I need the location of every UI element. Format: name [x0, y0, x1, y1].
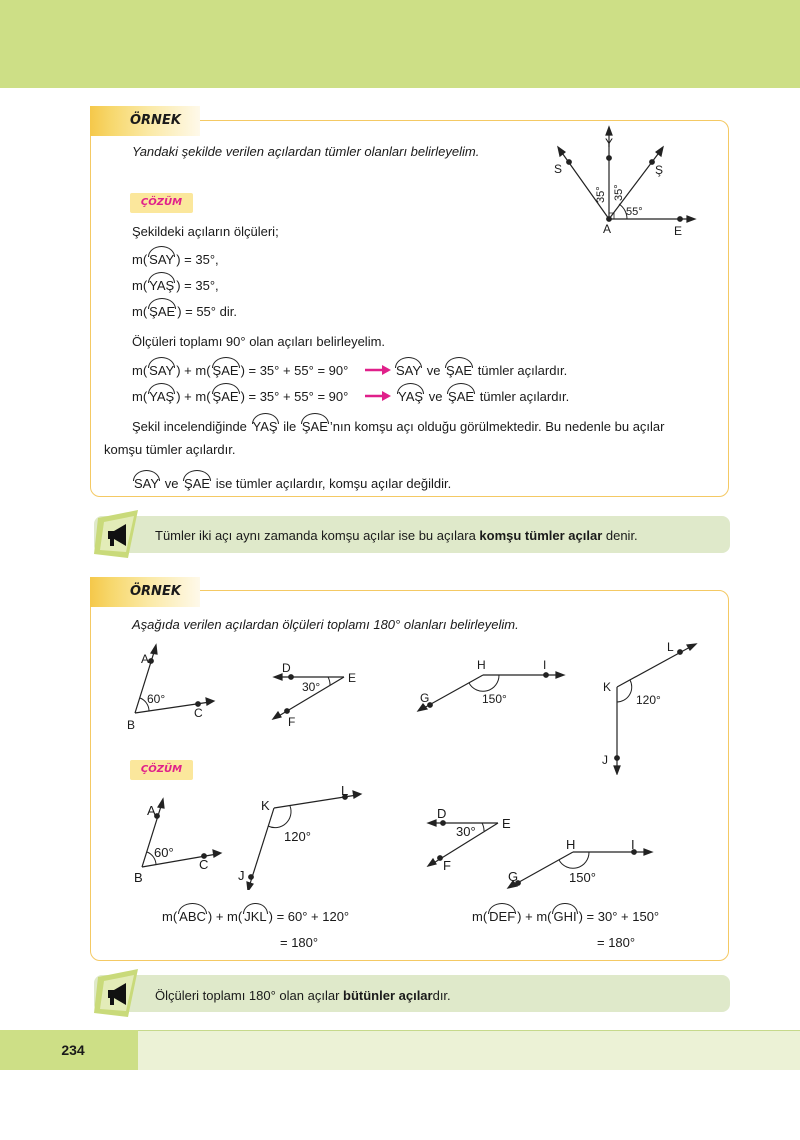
angle-symbol: ŞAE	[149, 304, 176, 319]
sol-label-L: L	[341, 783, 349, 798]
sol-label-F: F	[443, 858, 451, 873]
angle-symbol: GHI	[553, 909, 577, 924]
text: ) = 60° + 120°	[268, 909, 350, 924]
example2-figures-top	[100, 635, 730, 775]
label-C: C	[194, 706, 203, 720]
example2-figures-solution	[100, 780, 730, 890]
equation-line-2	[132, 389, 348, 404]
label-E: E	[348, 671, 357, 685]
angle-symbol: YAŞ	[398, 389, 424, 404]
bold-term: bütünler açılar	[343, 988, 433, 1003]
text: ) = 35°,	[176, 278, 219, 293]
example-tag-label: ÖRNEK	[130, 113, 181, 128]
note2-text	[155, 988, 451, 1003]
sol-label-G: G	[508, 869, 519, 884]
sol-label-C: C	[199, 857, 209, 872]
text: ) = 35° + 55° = 90°	[240, 389, 349, 404]
label-S-cedilla: Ş	[655, 163, 664, 177]
megaphone-icon	[94, 508, 140, 560]
sol-label-B: B	[134, 870, 143, 885]
text: tümler açılardır.	[479, 389, 570, 404]
angle-symbol: ŞAE	[212, 389, 239, 404]
angle-symbol: SAY	[396, 363, 422, 378]
sum-line: Ölçüleri toplamı 90° olan açıları belirleyelim.	[132, 334, 386, 349]
text: m(	[132, 278, 148, 293]
text: ve	[428, 389, 443, 404]
label-A: A	[603, 222, 612, 236]
angle-symbol: SAY	[149, 363, 175, 378]
angle-symbol: ŞAE	[448, 389, 475, 404]
equation-result-2	[396, 389, 569, 404]
text: m(	[162, 909, 178, 924]
text: m(	[472, 909, 488, 924]
angle-label-35a: 35°	[595, 186, 607, 203]
page-number: 234	[0, 1030, 138, 1070]
text: dır.	[432, 988, 451, 1003]
label-E: E	[674, 224, 683, 238]
angle-symbol: YAŞ	[149, 278, 175, 293]
text: ) + m(	[176, 363, 211, 378]
sum-equation-right	[472, 909, 659, 924]
example2-tag	[90, 577, 200, 607]
megaphone-icon	[94, 967, 140, 1019]
example2-solution-tag	[130, 760, 193, 780]
example1-solution-tag	[130, 193, 193, 213]
equation-line-1	[132, 363, 348, 378]
sum-result-left: = 180°	[280, 935, 319, 950]
sol-label-A: A	[147, 803, 156, 818]
conclusion-line	[132, 476, 451, 491]
text: Ölçüleri toplamı 180° olan açılar	[155, 988, 344, 1003]
explanation-line-1	[132, 419, 664, 434]
text: ile	[283, 419, 297, 434]
measure-line-2	[132, 278, 219, 293]
label-H: H	[477, 658, 486, 672]
angle-symbol: ABC	[179, 909, 206, 924]
angle-symbol: YAŞ	[149, 389, 175, 404]
angle-30: 30°	[302, 680, 321, 694]
text: ) = 30° + 150°	[578, 909, 660, 924]
sol-angle-150: 150°	[569, 870, 596, 885]
label-Y: Y	[605, 136, 614, 150]
angle-120: 120°	[636, 693, 661, 707]
text: ) + m(	[517, 909, 552, 924]
text: ve	[164, 476, 179, 491]
angle-symbol: JKL	[244, 909, 267, 924]
label-J: J	[602, 753, 608, 767]
sol-label-I: I	[631, 837, 635, 852]
text: m(	[132, 363, 148, 378]
arrow-icon	[364, 389, 392, 403]
measure-line-3	[132, 304, 237, 319]
text: ) = 55° dir.	[177, 304, 237, 319]
label-L: L	[667, 640, 674, 654]
angle-60: 60°	[147, 692, 166, 706]
label-G: G	[420, 691, 430, 705]
text: ) = 35° + 55° = 90°	[240, 363, 349, 378]
angle-150: 150°	[482, 692, 507, 706]
measure-line-1	[132, 252, 219, 267]
sol-label-K: K	[261, 798, 270, 813]
text: ) = 35°,	[176, 252, 219, 267]
angle-symbol: ŞAE	[446, 363, 473, 378]
measures-intro: Şekildeki açıların ölçüleri;	[132, 224, 279, 239]
label-D: D	[282, 661, 291, 675]
text: denir.	[602, 528, 638, 543]
angle-symbol: ŞAE	[301, 419, 328, 434]
text: ve	[426, 363, 441, 378]
sol-angle-30: 30°	[456, 824, 476, 839]
angle-label-55: 55°	[626, 206, 643, 218]
solution-tag-label: ÇÖZÜM	[140, 764, 183, 775]
angle-symbol: ŞAE	[212, 363, 239, 378]
text: ) + m(	[207, 909, 243, 924]
label-A: A	[141, 652, 150, 666]
sol-label-E: E	[502, 816, 511, 831]
example1-tag	[90, 106, 200, 136]
label-K: K	[603, 680, 612, 694]
label-S: S	[554, 162, 563, 176]
bold-term: komşu tümler açılar	[479, 528, 603, 543]
text: ) + m(	[176, 389, 211, 404]
sol-angle-60: 60°	[154, 845, 174, 860]
note1-text	[155, 528, 638, 543]
sol-label-J: J	[238, 868, 245, 883]
text: Tümler iki açı aynı zamanda komşu açılar ise bu açılara	[155, 528, 480, 543]
angle-symbol: ŞAE	[184, 476, 211, 491]
angle-symbol: DEF	[489, 909, 516, 924]
sum-result-right: = 180°	[597, 935, 636, 950]
angle-label-35b: 35°	[613, 184, 625, 201]
text: Şekil incelendiğinde	[132, 419, 247, 434]
text: tümler açılardır.	[477, 363, 568, 378]
text: m(	[132, 304, 148, 319]
text: ise tümler açılardır, komşu açılar değildir.	[215, 476, 452, 491]
solution-tag-label: ÇÖZÜM	[140, 197, 183, 208]
text: m(	[132, 252, 148, 267]
sum-equation-left	[162, 909, 349, 924]
sol-label-H: H	[566, 837, 576, 852]
sol-label-D: D	[437, 806, 447, 821]
arrow-icon	[364, 363, 392, 377]
equation-result-1	[394, 363, 567, 378]
label-I: I	[543, 658, 547, 672]
text: m(	[132, 389, 148, 404]
angle-symbol: SAY	[149, 252, 175, 267]
label-F: F	[288, 715, 296, 729]
example1-prompt: Yandaki şekilde verilen açılardan tümler olanları belirleyelim.	[132, 144, 480, 159]
explanation-line-2: komşu tümler açılardır.	[104, 442, 236, 457]
sol-angle-120: 120°	[284, 829, 311, 844]
label-B: B	[127, 718, 136, 732]
example1-angle-figure	[540, 125, 710, 240]
example2-prompt: Aşağıda verilen açılardan ölçüleri toplamı 180° olanları belirleyelim.	[132, 617, 519, 632]
top-band	[0, 0, 800, 88]
angle-symbol: YAŞ	[252, 419, 278, 434]
angle-symbol: SAY	[134, 476, 160, 491]
text: ’nın komşu açı olduğu görülmektedir. Bu nedenle bu açılar	[329, 419, 665, 434]
example-tag-label: ÖRNEK	[130, 584, 181, 599]
